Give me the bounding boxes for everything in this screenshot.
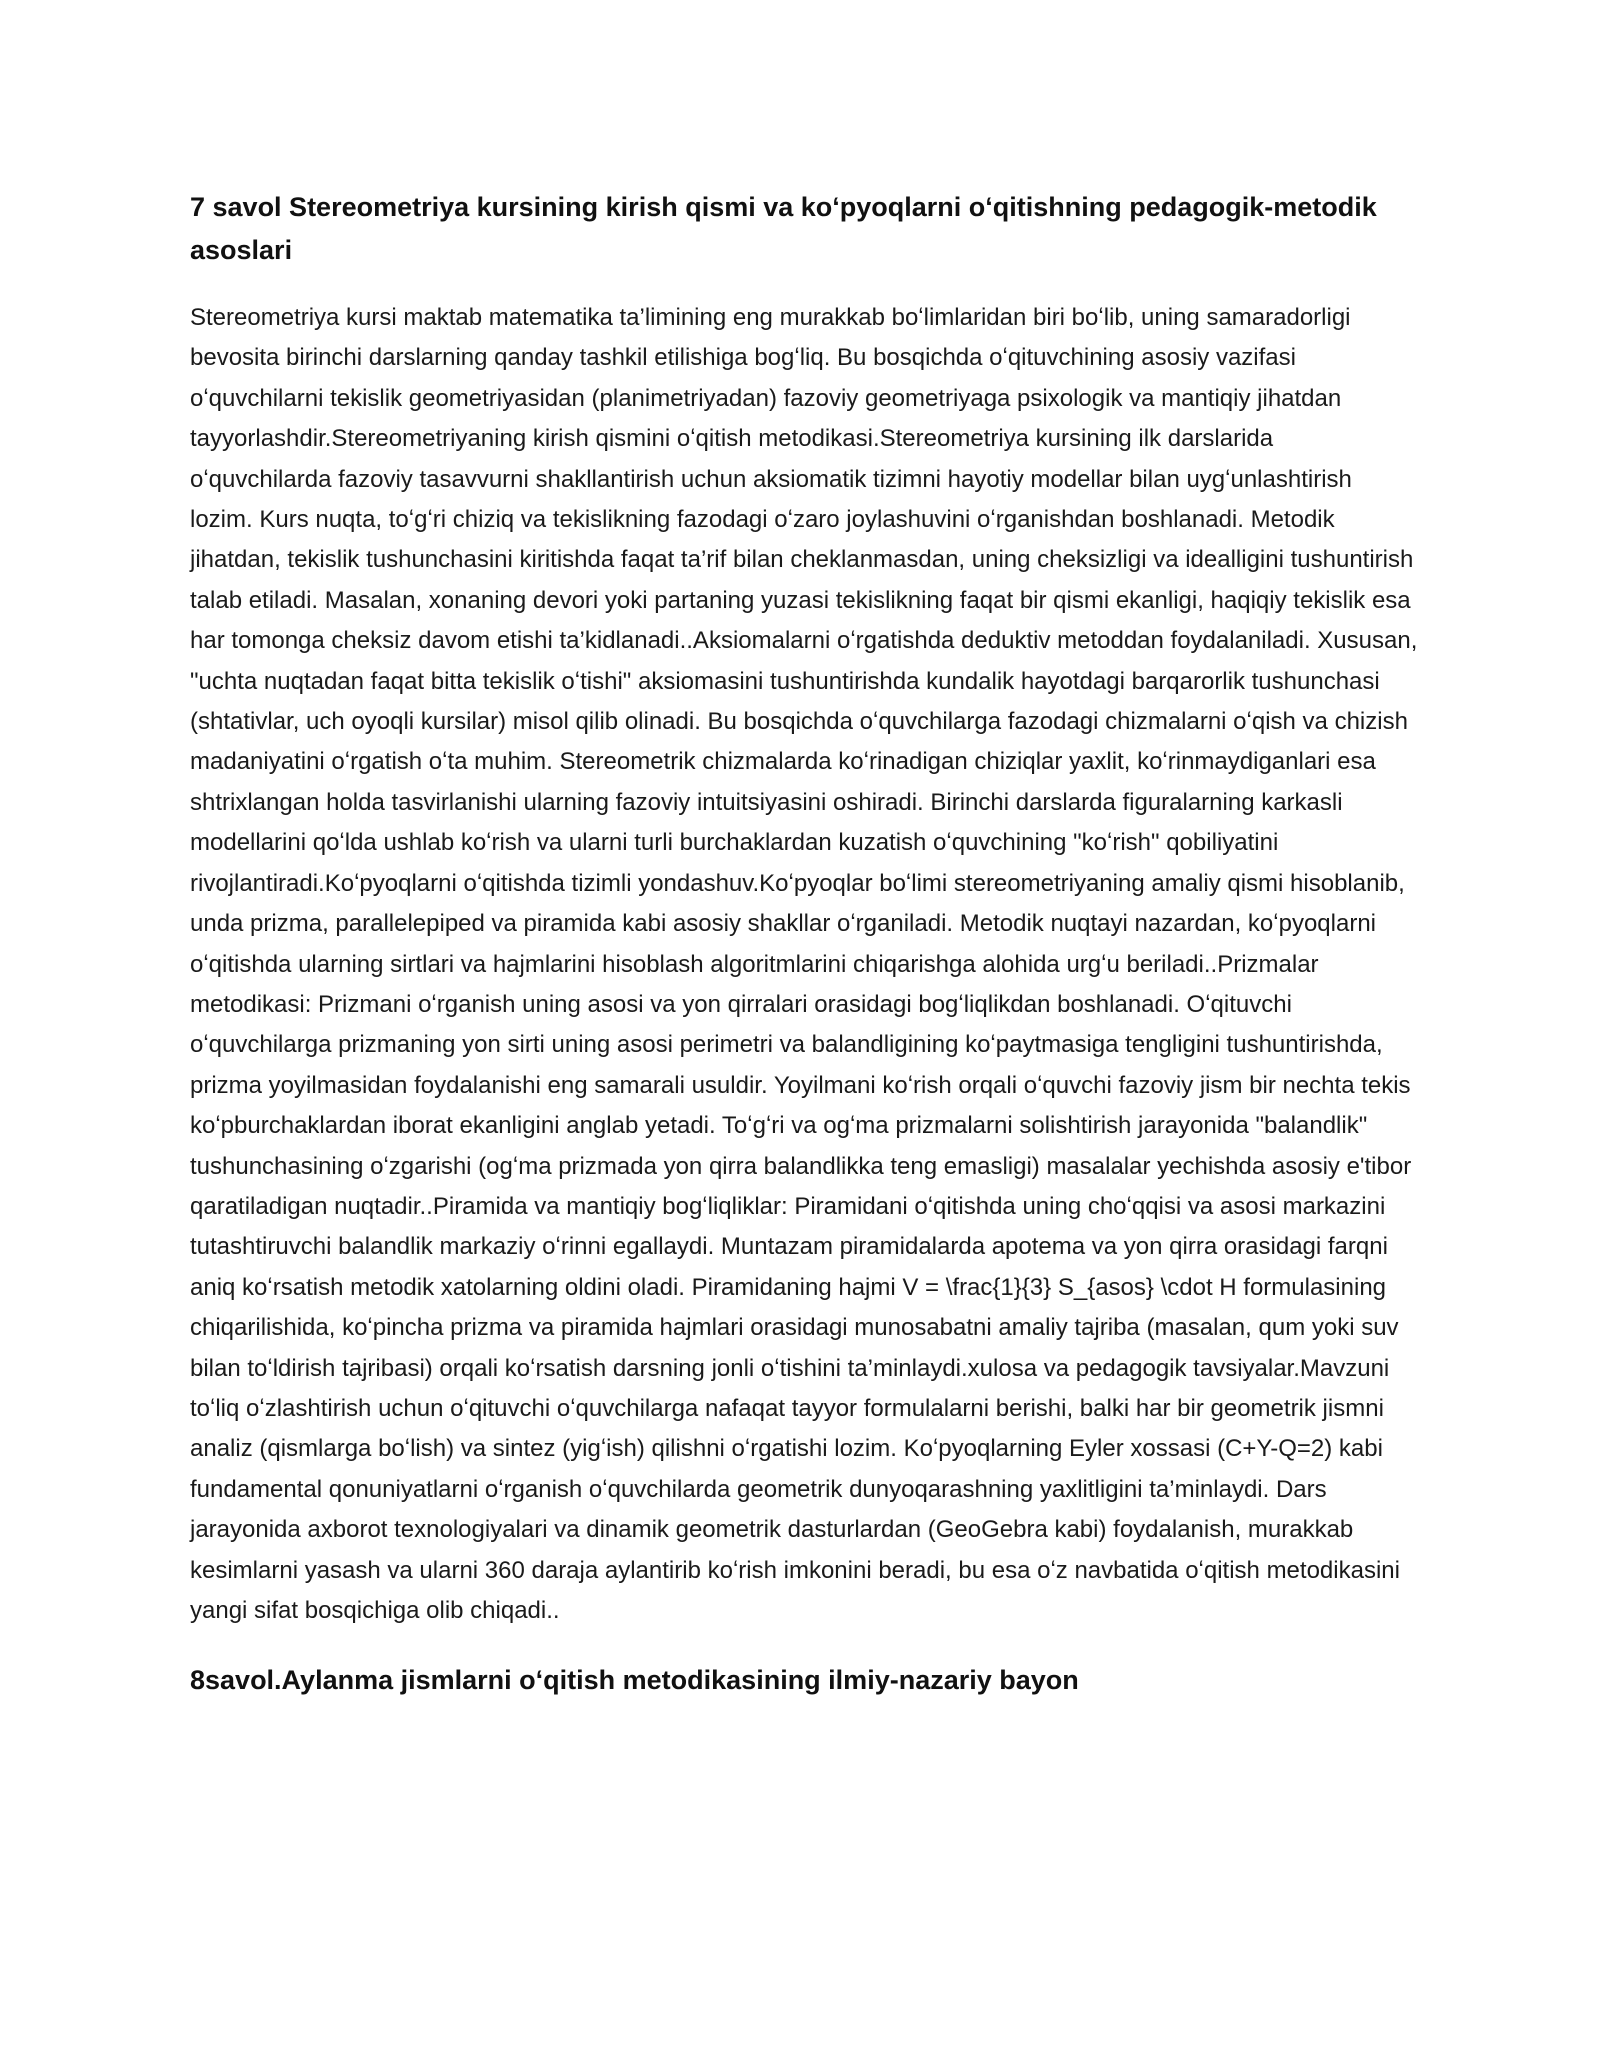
- document-page: [190, 186, 1420, 1702]
- section-paragraph-7: Stereometriya kursi maktab matematika ta’limining eng murakkab boʻlimlaridan biri boʻlib, uning samaradorligi bevosita birinchi darslarning qanday tashkil etilishiga bogʻliq. Bu bosqichda oʻqituvchining asosiy vazifasi oʻquvchilarni tekislik geometriyasidan (planimetriyadan) fazoviy geometriyaga psixologik va mantiqiy jihatdan tayyorlashdir.Stereometriyaning kirish qismini oʻqitish metodikasi.Stereometriya kursining ilk darslarida oʻquvchilarda fazoviy tasavvurni shakllantirish uchun aksiomatik tizimni hayotiy modellar bilan uygʻunlashtirish lozim. Kurs nuqta, toʻgʻri chiziq va tekislikning fazodagi oʻzaro joylashuvini oʻrganishdan boshlanadi. Metodik jihatdan, tekislik tushunchasini kiritishda faqat ta’rif bilan cheklanmasdan, uning cheksizligi va idealligini tushuntirish talab etiladi. Masalan, xonaning devori yoki partaning yuzasi tekislikning faqat bir qismi ekanligi, haqiqiy tekislik esa har tomonga cheksiz davom etishi ta’kidlanadi..Aksiomalarni oʻrgatishda deduktiv metoddan foydalaniladi. Xususan, "uchta nuqtadan faqat bitta tekislik oʻtishi" aksiomasini tushuntirishda kundalik hayotdagi barqarorlik tushunchasi (shtativlar, uch oyoqli kursilar) misol qilib olinadi. Bu bosqichda oʻquvchilarga fazodagi chizmalarni oʻqish va chizish madaniyatini oʻrgatish oʻta muhim. Stereometrik chizmalarda koʻrinadigan chiziqlar yaxlit, koʻrinmaydiganlari esa shtrixlangan holda tasvirlanishi ularning fazoviy intuitsiyasini oshiradi. Birinchi darslarda figuralarning karkasli modellarini qoʻlda ushlab koʻrish va ularni turli burchaklardan kuzatish oʻquvchining "koʻrish" qobiliyatini rivojlantiradi.Koʻpyoqlarni oʻqitishda tizimli yondashuv.Koʻpyoqlar boʻlimi stereometriyaning amaliy qismi hisoblanib, unda prizma, parallelepiped va piramida kabi asosiy shakllar oʻrganiladi. Metodik nuqtayi nazardan, koʻpyoqlarni oʻqitishda ularning sirtlari va hajmlarini hisoblash algoritmlarini chiqarishga alohida urgʻu beriladi..Prizmalar metodikasi: Prizmani oʻrganish uning asosi va yon qirralari orasidagi bogʻliqlikdan boshlanadi. Oʻqituvchi oʻquvchilarga prizmaning yon sirti uning asosi perimetri va balandligining koʻpaytmasiga tengligini tushuntirishda, prizma yoyilmasidan foydalanishi eng samarali usuldir. Yoyilmani koʻrish orqali oʻquvchi fazoviy jism bir nechta tekis koʻpburchaklardan iborat ekanligini anglab yetadi. Toʻgʻri va ogʻma prizmalarni solishtirish jarayonida "balandlik" tushunchasining oʻzgarishi (ogʻma prizmada yon qirra balandlikka teng emasligi) masalalar yechishda asosiy e'tibor qaratiladigan nuqtadir..Piramida va mantiqiy bogʻliqliklar: Piramidani oʻqitishda uning choʻqqisi va asosi markazini tutashtiruvchi balandlik markaziy oʻrinni egallaydi. Muntazam piramidalarda apotema va yon qirra orasidagi farqni aniq koʻrsatish metodik xatolarning oldini oladi. Piramidaning hajmi V = \frac{1}{3} S_{asos} \cdot H formulasining chiqarilishida, koʻpincha prizma va piramida hajmlari orasidagi munosabatni amaliy tajriba (masalan, qum yoki suv bilan toʻldirish tajribasi) orqali koʻrsatish darsning jonli oʻtishini ta’minlaydi.xulosa va pedagogik tavsiyalar.Mavzuni toʻliq oʻzlashtirish uchun oʻqituvchi oʻquvchilarga nafaqat tayyor formulalarni berishi, balki har bir geometrik jismni analiz (qismlarga boʻlish) va sintez (yigʻish) qilishni oʻrgatishi lozim. Koʻpyoqlarning Eyler xossasi (C+Y-Q=2) kabi fundamental qonuniyatlarni oʻrganish oʻquvchilarda geometrik dunyoqarashning yaxlitligini ta’minlaydi. Dars jarayonida axborot texnologiyalari va dinamik geometrik dasturlardan (GeoGebra kabi) foydalanish, murakkab kesimlarni yasash va ularni 360 daraja aylantirib koʻrish imkonini beradi, bu esa oʻz navbatida oʻqitish metodikasini yangi sifat bosqichiga olib chiqadi..: [190, 304, 1418, 1624]
- section-heading-8: 8savol.Aylanma jismlarni oʻqitish metodikasining ilmiy-nazariy bayon: [190, 1665, 1079, 1696]
- section-heading-7: 7 savol Stereometriya kursining kirish qismi va koʻpyoqlarni oʻqitishning pedagogik-metodik asoslari: [190, 192, 1377, 265]
